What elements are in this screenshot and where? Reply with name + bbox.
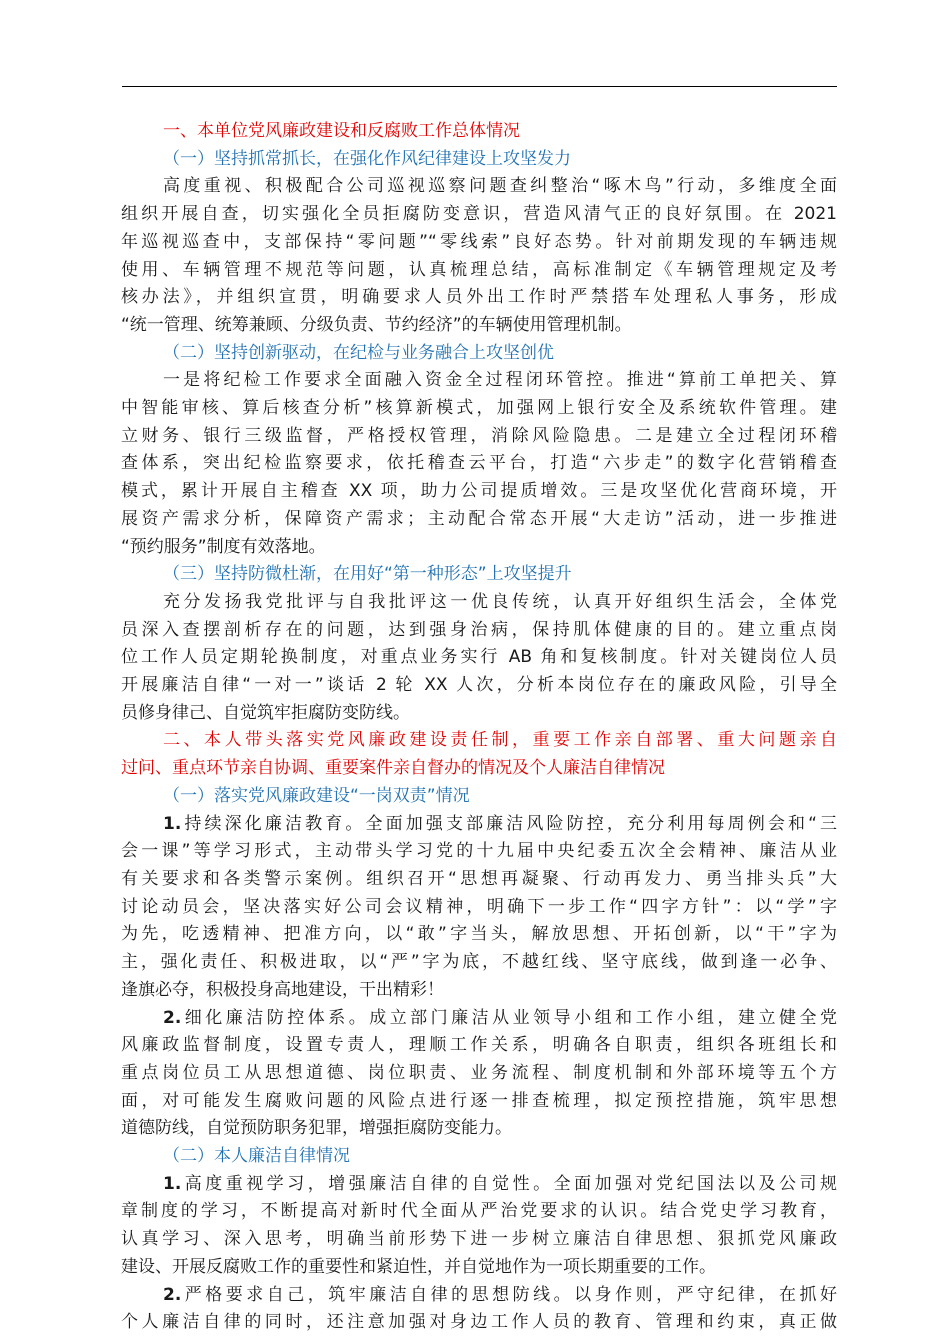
line-text: 模式，累计开展自主稽查 XX 项，助力公司提质增效。三是攻坚优化营商环境，开 xyxy=(121,481,837,502)
line-text: 二、本人带头落实党风廉政建设责任制，重要工作亲自部署、重大问题亲自 xyxy=(163,730,837,751)
line-text: （一）坚持抓常抓长，在强化作风纪律建设上攻坚发力 xyxy=(163,148,571,169)
text-line xyxy=(121,672,837,700)
text-line xyxy=(121,644,837,672)
text-line xyxy=(121,755,837,783)
line-text: 逢旗必夺，积极投身高地建设，干出精彩！ xyxy=(121,979,444,1000)
text-line xyxy=(121,921,837,949)
line-text: （一）落实党风廉政建设“一岗双责”情况 xyxy=(163,785,470,806)
text-line xyxy=(121,1032,837,1060)
text-line xyxy=(121,1005,837,1033)
section-heading xyxy=(121,727,837,782)
paragraph xyxy=(121,811,837,1005)
paragraph xyxy=(121,173,837,339)
subsection-heading xyxy=(121,1143,837,1171)
text-line xyxy=(121,866,837,894)
subsection-heading xyxy=(121,146,837,174)
subsection-heading xyxy=(121,340,837,368)
line-text: 员修身律己、自觉筑牢拒腐防变防线。 xyxy=(121,702,410,723)
text-line xyxy=(121,478,837,506)
paragraph xyxy=(121,1282,837,1337)
line-text: 讨论动员会，坚决落实好公司会议精神，明确下一步工作“四字方针”：以“学”字 xyxy=(121,896,837,917)
text-line xyxy=(121,118,837,146)
paragraph xyxy=(121,1005,837,1144)
line-text: 立财务、银行三级监督，严格授权管理，消除风险隐患。二是建立全过程闭环稽 xyxy=(121,425,837,446)
header-rule xyxy=(122,86,837,87)
line-text: 过问、重点环节亲自协调、重要案件亲自督办的情况及个人廉洁自律情况 xyxy=(121,758,665,779)
line-text: 个人廉洁自律的同时，还注意加强对身边工作人员的教育、管理和约束，真正做 xyxy=(121,1312,837,1333)
line-text: 认真学习、深入思考，明确当前形势下进一步树立廉洁自律思想、狠抓党风廉政 xyxy=(121,1229,837,1250)
section-heading xyxy=(121,118,837,146)
text-line xyxy=(121,146,837,174)
document-body xyxy=(121,118,837,1337)
text-line xyxy=(121,589,837,617)
text-line xyxy=(121,727,837,755)
paragraph xyxy=(121,367,837,561)
line-text: 充分发扬我党批评与自我批评这一优良传统，认真开好组织生活会，全体党 xyxy=(163,591,837,612)
text-line xyxy=(121,561,837,589)
text-line xyxy=(121,395,837,423)
line-text: 严格要求自己，筑牢廉洁自律的思想防线。以身作则，严守纪律，在抓好 xyxy=(181,1284,837,1305)
line-text: 查体系，突出纪检监察要求，依托稽查云平台，打造“六步走”的数字化营销稽查 xyxy=(121,453,837,474)
line-text: 高度重视学习，增强廉洁自律的自觉性。全面加强对党纪国法以及公司规 xyxy=(181,1173,837,1194)
text-line xyxy=(121,700,837,728)
text-line xyxy=(121,312,837,340)
text-line xyxy=(121,450,837,478)
text-line xyxy=(121,1254,837,1282)
line-text: 会一课”等学习形式，主动带头学习党的十九届中央纪委五次全会精神、廉洁从业 xyxy=(121,841,837,862)
text-line xyxy=(121,838,837,866)
text-line xyxy=(121,340,837,368)
line-text: 年巡视巡查中，支部保持“零问题”“零线索”良好态势。针对前期发现的车辆违规 xyxy=(121,231,837,252)
text-line xyxy=(121,1088,837,1116)
line-text: 有关要求和各类警示案例。组织召开“思想再凝聚、行动再发力、勇当排头兵”大 xyxy=(121,868,837,889)
text-line xyxy=(121,1198,837,1226)
text-line xyxy=(121,1171,837,1199)
text-line xyxy=(121,617,837,645)
line-text: 章制度的学习，不断提高对新时代全面从严治党要求的认识。结合党史学习教育， xyxy=(121,1201,837,1222)
line-text: 开展廉洁自律“一对一”谈话 2 轮 XX 人次，分析本岗位存在的廉政风险，引导全 xyxy=(121,675,837,696)
line-text: （二）坚持创新驱动，在纪检与业务融合上攻坚创优 xyxy=(163,342,554,363)
line-text: 展资产需求分析，保障资产需求；主动配合常态开展“大走访”活动，进一步推进 xyxy=(121,508,837,529)
text-line xyxy=(121,811,837,839)
line-text: 员深入查摆剖析存在的问题，达到强身治病，保持肌体健康的目的。建立重点岗 xyxy=(121,619,837,640)
paragraph xyxy=(121,589,837,728)
line-text: 一、本单位党风廉政建设和反腐败工作总体情况 xyxy=(163,121,520,141)
item-number: 2. xyxy=(163,1284,182,1305)
text-line xyxy=(121,1309,837,1337)
line-text: 主，强化责任、积极进取，以“严”字为底，不越红线、坚守底线，做到逢一必争、 xyxy=(121,952,837,973)
paragraph xyxy=(121,1171,837,1282)
text-line xyxy=(121,1060,837,1088)
text-line xyxy=(121,173,837,201)
line-text: 面，对可能发生腐败问题的风险点进行逐一排查梳理，拟定预控措施，筑牢思想 xyxy=(121,1090,837,1111)
line-text: “预约服务”制度有效落地。 xyxy=(121,536,326,557)
text-line xyxy=(121,1143,837,1171)
line-text: 使用、车辆管理不规范等问题，认真梳理总结，高标准制定《车辆管理规定及考 xyxy=(121,259,837,280)
line-text: （三）坚持防微杜渐，在用好“第一种形态”上攻坚提升 xyxy=(163,564,572,585)
text-line xyxy=(121,1226,837,1254)
text-line xyxy=(121,367,837,395)
line-text: 重点岗位员工从思想道德、岗位职责、业务流程、制度机制和外部环境等五个方 xyxy=(121,1062,837,1083)
line-text: 核办法》，并组织宣贯，明确要求人员外出工作时严禁搭车处理私人事务，形成 xyxy=(121,287,837,308)
text-line xyxy=(121,783,837,811)
line-text: （二）本人廉洁自律情况 xyxy=(163,1146,350,1167)
text-line xyxy=(121,423,837,451)
line-text: 高度重视、积极配合公司巡视巡察问题查纠整治“啄木鸟”行动，多维度全面 xyxy=(163,176,837,197)
text-line xyxy=(121,284,837,312)
text-line xyxy=(121,506,837,534)
item-number: 1. xyxy=(163,1173,182,1194)
text-line xyxy=(121,894,837,922)
line-text: 建设、开展反腐败工作的重要性和紧迫性，并自觉地作为一项长期重要的工作。 xyxy=(121,1256,716,1277)
line-text: 细化廉洁防控体系。成立部门廉洁从业领导小组和工作小组，建立健全党 xyxy=(181,1007,837,1028)
line-text: 持续深化廉洁教育。全面加强支部廉洁风险防控，充分利用每周例会和“三 xyxy=(181,813,837,834)
line-text: 为先，吃透精神、把准方向，以“敢”字当头，解放思想、开拓创新，以“干”字为 xyxy=(121,924,837,945)
line-text: 位工作人员定期轮换制度，对重点业务实行 AB 角和复核制度。针对关键岗位人员 xyxy=(121,647,837,668)
text-line xyxy=(121,1115,837,1143)
item-number: 1. xyxy=(163,813,182,834)
line-text: 一是将纪检工作要求全面融入资金全过程闭环管控。推进“算前工单把关、算 xyxy=(163,370,837,391)
line-text: 中智能审核、算后核查分析”核算新模式，加强网上银行安全及系统软件管理。建 xyxy=(121,398,837,419)
text-line xyxy=(121,229,837,257)
text-line xyxy=(121,534,837,562)
text-line xyxy=(121,977,837,1005)
line-text: 风廉政监督制度，设置专责人，理顺工作关系，明确各自职责，组织各班组长和 xyxy=(121,1035,837,1056)
text-line xyxy=(121,257,837,285)
item-number: 2. xyxy=(163,1007,182,1028)
text-line xyxy=(121,1282,837,1310)
line-text: 道德防线，自觉预防职务犯罪，增强拒腐防变能力。 xyxy=(121,1118,512,1139)
text-line xyxy=(121,949,837,977)
text-line xyxy=(121,201,837,229)
line-text: 组织开展自查，切实强化全员拒腐防变意识，营造风清气正的良好氛围。在 2021 xyxy=(121,204,837,225)
line-text: “统一管理、统筹兼顾、分级负责、节约经济”的车辆使用管理机制。 xyxy=(121,314,632,335)
subsection-heading xyxy=(121,561,837,589)
subsection-heading xyxy=(121,783,837,811)
